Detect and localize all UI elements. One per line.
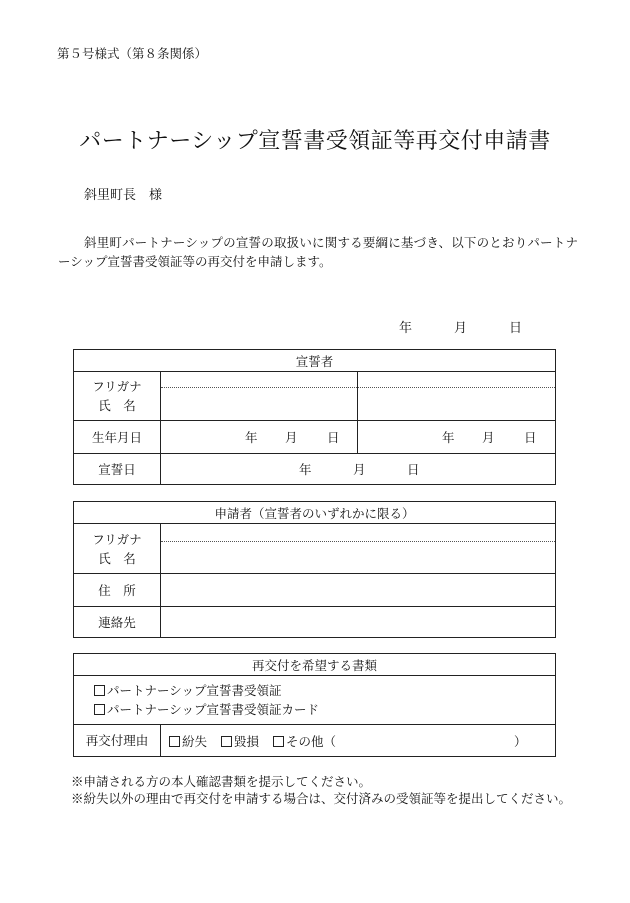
oath-month: 月 xyxy=(353,462,366,477)
checkbox-damaged[interactable] xyxy=(221,736,232,747)
applicant-name-label-text: 氏 名 xyxy=(98,550,136,566)
furigana-label: フリガナ xyxy=(92,379,142,394)
checkbox-card[interactable] xyxy=(94,704,105,715)
document-options xyxy=(74,676,556,725)
name-label-text: 氏 名 xyxy=(98,398,136,413)
birth2-year: 年 xyxy=(442,430,455,445)
oath-year: 年 xyxy=(299,462,312,477)
person1-name-cell[interactable] xyxy=(161,372,358,421)
applicant-table xyxy=(73,501,556,638)
oath-day: 日 xyxy=(407,462,420,477)
option-card[interactable] xyxy=(94,700,555,719)
applicant-header: 申請者（宣誓者のいずれかに限る） xyxy=(74,502,556,524)
application-date xyxy=(399,317,522,336)
birth2-month: 月 xyxy=(482,430,495,445)
person2-name-cell[interactable] xyxy=(358,372,556,421)
note-2: ※紛失以外の理由で再交付を申請する場合は、交付済みの受領証等を提出してください。 xyxy=(71,791,572,806)
date-day-label: 日 xyxy=(509,321,523,336)
address-field[interactable] xyxy=(161,574,556,607)
reason-other-close: ） xyxy=(514,733,527,749)
date-year-label: 年 xyxy=(399,321,413,336)
birth1-month: 月 xyxy=(285,430,298,445)
person2-name-field[interactable] xyxy=(358,388,555,420)
intro-paragraph: 斜里町パートナーシップの宣誓の取扱いに関する要綱に基づき、以下のとおりパートナーシップ宣誓書受領証等の再交付を申請します。 xyxy=(58,235,578,269)
name-label xyxy=(74,372,161,421)
birthdate-label: 生年月日 xyxy=(74,421,161,454)
birth2-day: 日 xyxy=(524,430,537,445)
person1-name-field[interactable] xyxy=(161,388,357,420)
person1-furigana-field[interactable] xyxy=(161,372,357,388)
oath-date-field[interactable] xyxy=(161,454,556,485)
option-card-label: パートナーシップ宣誓書受領証カード xyxy=(107,702,320,717)
checkbox-certificate[interactable] xyxy=(94,685,105,696)
documents-table xyxy=(73,653,556,757)
checkbox-other[interactable] xyxy=(273,736,284,747)
notes xyxy=(57,773,577,807)
page-title: パートナーシップ宣誓書受領証等再交付申請書 xyxy=(79,129,551,154)
person2-furigana-field[interactable] xyxy=(358,372,555,388)
person1-birthdate-field[interactable] xyxy=(161,421,358,454)
sworn-persons-header: 宣誓者 xyxy=(74,350,556,372)
documents-header: 再交付を希望する書類 xyxy=(74,654,556,676)
reason-label: 再交付理由 xyxy=(74,725,161,757)
checkbox-lost[interactable] xyxy=(169,736,180,747)
contact-label: 連絡先 xyxy=(74,607,161,638)
sworn-persons-table xyxy=(73,349,556,485)
date-month-label: 月 xyxy=(454,321,468,336)
option-certificate-label: パートナーシップ宣誓書受領証 xyxy=(107,683,282,698)
applicant-furigana-field[interactable] xyxy=(161,524,555,542)
birth1-day: 日 xyxy=(327,430,340,445)
addressee: 斜里町長 様 xyxy=(84,188,163,203)
applicant-name-label xyxy=(74,524,161,574)
reason-damaged-label: 毀損 xyxy=(234,733,260,749)
birth1-year: 年 xyxy=(245,430,258,445)
reason-field xyxy=(161,725,556,757)
applicant-name-field[interactable] xyxy=(161,542,555,573)
reason-other-label: その他（ xyxy=(286,733,337,749)
oath-date-label: 宣誓日 xyxy=(74,454,161,485)
option-certificate[interactable] xyxy=(94,681,555,700)
address-label: 住 所 xyxy=(74,574,161,607)
note-1: ※申請される方の本人確認書類を提示してください。 xyxy=(71,774,372,789)
reason-lost-label: 紛失 xyxy=(182,733,208,749)
applicant-name-cell[interactable] xyxy=(161,524,556,574)
applicant-furigana-label: フリガナ xyxy=(92,531,142,547)
person2-birthdate-field[interactable] xyxy=(358,421,556,454)
contact-field[interactable] xyxy=(161,607,556,638)
form-number: 第５号様式（第８条関係） xyxy=(57,46,208,61)
